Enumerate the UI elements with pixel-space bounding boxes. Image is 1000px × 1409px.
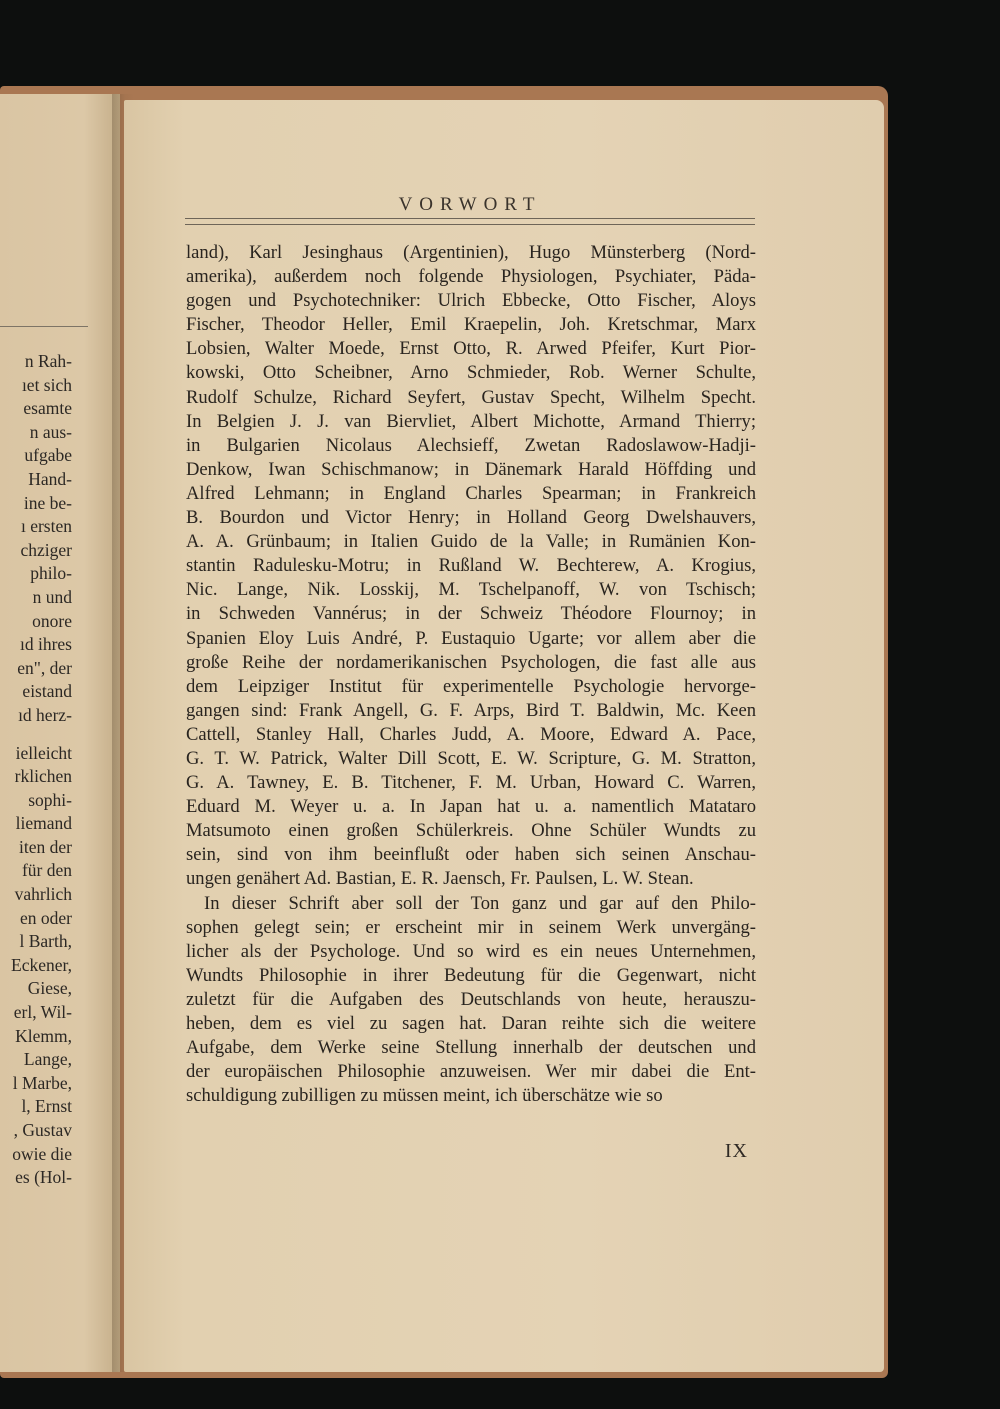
- body-line: Cattell, Stanley Hall, Charles Judd, A. Moore, Edward A. Pace,: [186, 723, 756, 745]
- body-line: Matsumoto einen großen Schülerkreis. Ohne Schüler Wundts zu: [186, 820, 756, 842]
- left-page: [0, 94, 120, 1372]
- left-page-line: esamte: [23, 398, 72, 419]
- left-page-line: ine be-: [23, 492, 72, 513]
- left-page-line: erl, Wil-: [13, 1002, 72, 1023]
- body-line: sophen gelegt sein; er erscheint mir in seinem Werk unvergäng-: [186, 916, 756, 938]
- left-page-line: ielleicht: [15, 742, 72, 763]
- left-page-line: n Rah-: [24, 351, 72, 371]
- body-text: [186, 241, 756, 1108]
- body-line: Spanien Eloy Luis André, P. Eustaquio Ugarte; vor allem aber die: [186, 627, 756, 649]
- body-line: G. A. Tawney, E. B. Titchener, F. M. Urban, Howard C. Warren,: [186, 772, 756, 794]
- left-page-line: n aus-: [29, 421, 72, 442]
- body-line: In Belgien J. J. van Biervliet, Albert Michotte, Armand Thierry;: [186, 410, 756, 432]
- body-line: In dieser Schrift aber soll der Ton ganz und gar auf den Philo-: [204, 892, 756, 914]
- left-page-line: en", der: [17, 657, 72, 678]
- body-line: heben, dem es viel zu sagen hat. Daran reihte sich die weitere: [186, 1013, 756, 1034]
- body-line: gogen und Psychotechniker: Ulrich Ebbecke, Otto Fischer, Aloys: [186, 290, 756, 312]
- body-line: Aufgabe, dem Werke seine Stellung innerhalb der deutschen und: [186, 1037, 756, 1059]
- body-line: land), Karl Jesinghaus (Argentinien), Hugo Münsterberg (Nord-: [186, 242, 756, 263]
- left-page-line: ı ersten: [20, 516, 72, 537]
- body-line: G. T. W. Patrick, Walter Dill Scott, E. W. Scripture, G. M. Stratton,: [186, 747, 756, 769]
- left-page-line: es (Hol-: [15, 1167, 72, 1188]
- left-page-line: ıd ihres: [19, 634, 72, 655]
- body-line: A. A. Grünbaum; in Italien Guido de la Valle; in Rumänien Kon-: [186, 531, 756, 553]
- header-double-rule: [185, 218, 755, 225]
- left-page-line: eistand: [22, 681, 72, 702]
- body-line: Nic. Lange, Nik. Losskij, M. Tschelpanoff, W. von Tschisch;: [186, 579, 756, 601]
- left-page-line: l, Ernst: [21, 1096, 72, 1117]
- left-page-gap: [0, 728, 72, 742]
- left-page-line: en oder: [20, 907, 72, 928]
- left-page-line: sophi-: [28, 789, 72, 810]
- body-line: gangen sind: Frank Angell, G. F. Arps, Bird T. Baldwin, Mc. Keen: [186, 699, 756, 721]
- body-line: B. Bourdon und Victor Henry; in Holland Georg Dwelshauvers,: [186, 507, 756, 529]
- body-line: Denkow, Iwan Schischmanow; in Dänemark Harald Höffding und: [186, 458, 756, 480]
- body-line: Eduard M. Weyer u. a. In Japan hat u. a. namentlich Matataro: [186, 796, 756, 818]
- left-page-line: vahrlich: [14, 884, 72, 905]
- body-line: große Reihe der nordamerikanischen Psychologen, die fast alle aus: [186, 651, 756, 673]
- left-page-line: ufgabe: [24, 445, 72, 466]
- body-line: Alfred Lehmann; in England Charles Spearman; in Frankreich: [186, 482, 756, 504]
- body-line: Lobsien, Walter Moede, Ernst Otto, R. Arwed Pfeifer, Kurt Pior-: [186, 338, 756, 360]
- body-line: sein, sind von ihm beeinflußt oder haben sich seinen Anschau-: [186, 844, 756, 866]
- body-line: in Bulgarien Nicolaus Alechsieff, Zwetan Radoslawow-Hadji-: [186, 434, 756, 456]
- left-page-line: philo-: [30, 563, 72, 584]
- left-page-line: Eckener,: [11, 954, 72, 975]
- body-line: kowski, Otto Scheibner, Arno Schmieder, Rob. Werner Schulte,: [186, 362, 756, 384]
- left-page-line: l Marbe,: [12, 1072, 72, 1093]
- body-line: schuldigung zubilligen zu müssen meint, ich überschätze wie so: [186, 1085, 663, 1107]
- body-line: ungen genähert Ad. Bastian, E. R. Jaensch, Fr. Paulsen, L. W. Stean.: [186, 868, 694, 890]
- body-line: stantin Radulesku-Motru; in Rußland W. Bechterew, A. Krogius,: [186, 555, 756, 577]
- left-page-line: n und: [32, 586, 72, 607]
- left-page-line: Giese,: [27, 978, 72, 999]
- left-page-line: l Barth,: [19, 931, 72, 952]
- left-page-line: für den: [21, 860, 72, 881]
- body-line: der europäischen Philosophie anzuweisen. Wer mir dabei die Ent-: [186, 1061, 756, 1083]
- body-line: zuletzt für die Aufgaben des Deutschlands von heute, herauszu-: [186, 988, 756, 1010]
- left-page-line: ıet sich: [21, 374, 72, 395]
- left-page-line: , Gustav: [13, 1120, 72, 1140]
- running-head: VORWORT: [398, 194, 542, 215]
- left-page-line: Lange,: [23, 1049, 72, 1070]
- body-line: in Schweden Vannérus; in der Schweiz Théodore Flournoy; in: [186, 603, 756, 625]
- page-number: IX: [724, 1140, 748, 1162]
- left-page-line: Klemm,: [15, 1025, 72, 1046]
- left-page-line: liemand: [15, 813, 72, 834]
- left-page-line: rklichen: [14, 766, 72, 787]
- body-line: Fischer, Theodor Heller, Emil Kraepelin, Joh. Kretschmar, Marx: [186, 314, 756, 336]
- left-page-line: Hand-: [28, 468, 72, 489]
- left-page-text: [0, 350, 72, 1190]
- body-line: Rudolf Schulze, Richard Seyfert, Gustav Specht, Wilhelm Specht.: [186, 386, 756, 408]
- body-line: amerika), außerdem noch folgende Physiologen, Psychiater, Päda-: [186, 266, 756, 288]
- left-page-line: chziger: [20, 539, 72, 560]
- body-line: dem Leipziger Institut für experimentelle Psychologie hervorge-: [186, 675, 756, 697]
- body-line: Wundts Philosophie in ihrer Bedeutung für die Gegenwart, nicht: [186, 964, 756, 986]
- left-page-line: onore: [32, 610, 72, 631]
- left-page-rule: [0, 326, 88, 327]
- left-page-line: ıd herz-: [18, 704, 72, 725]
- left-page-line: iten der: [19, 836, 72, 857]
- left-page-line: owie die: [12, 1143, 72, 1164]
- body-line: licher als der Psychologe. Und so wird es ein neues Unternehmen,: [186, 940, 756, 962]
